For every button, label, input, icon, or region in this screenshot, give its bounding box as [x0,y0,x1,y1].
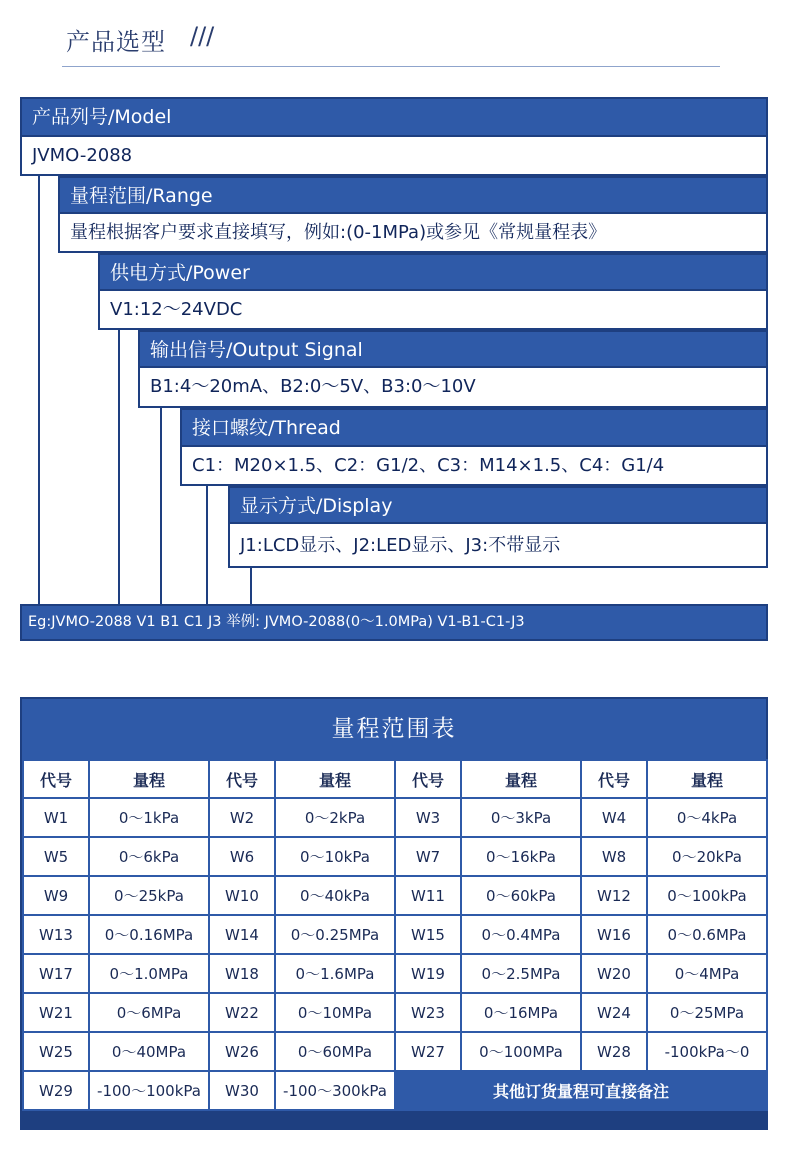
column-header-range: 量程 [275,760,395,798]
range-value-cell: 0～4MPa [647,954,767,993]
range-code-cell: W25 [23,1032,89,1071]
display-header: 显示方式/Display [228,486,768,524]
range-table-header-row [23,760,767,798]
range-code-cell: W22 [209,993,275,1032]
range-value-cell: 0～100kPa [647,876,767,915]
range-code-cell: W28 [581,1032,647,1071]
range-value-cell: -100～100kPa [89,1071,209,1110]
range-value-cell: -100kPa～0 [647,1032,767,1071]
range-code-cell: W16 [581,915,647,954]
column-header-code: 代号 [23,760,89,798]
range-code-cell: W3 [395,798,461,837]
range-value-cell: 0～0.16MPa [89,915,209,954]
range-value-cell: 0～40MPa [89,1032,209,1071]
thread-header: 接口螺纹/Thread [180,408,768,447]
range-value-cell: 0～60kPa [461,876,581,915]
range-table-title: 量程范围表 [22,699,766,759]
range-value-cell: 0～100MPa [461,1032,581,1071]
table-row [23,1032,767,1071]
connector-line-thread [250,568,252,604]
range-value: 量程根据客户要求直接填写，例如:(0-1MPa)或参见《常规量程表》 [58,214,768,253]
range-value-cell: 0～0.25MPa [275,915,395,954]
table-row [23,915,767,954]
range-code-cell: W14 [209,915,275,954]
range-code-cell: W17 [23,954,89,993]
range-code-cell: W19 [395,954,461,993]
range-code-cell: W7 [395,837,461,876]
range-code-cell: W1 [23,798,89,837]
thread-value: C1：M20×1.5、C2：G1/2、C3：M14×1.5、C4：G1/4 [180,447,768,486]
range-code-cell: W2 [209,798,275,837]
range-code-cell: W12 [581,876,647,915]
range-code-cell: W10 [209,876,275,915]
range-code-cell: W21 [23,993,89,1032]
range-code-cell: W9 [23,876,89,915]
column-header-code: 代号 [209,760,275,798]
range-code-cell: W4 [581,798,647,837]
range-code-cell: W24 [581,993,647,1032]
range-code-cell: W23 [395,993,461,1032]
range-code-cell: W26 [209,1032,275,1071]
range-value-cell: 0～20kPa [647,837,767,876]
range-value-cell: 0～16MPa [461,993,581,1032]
range-value-cell: 0～25MPa [647,993,767,1032]
range-code-cell: W15 [395,915,461,954]
range-table [22,759,768,1111]
range-value-cell: 0～2kPa [275,798,395,837]
connector-line-output [206,486,208,604]
range-table-container [20,697,768,1130]
range-code-cell: W13 [23,915,89,954]
range-value-cell: 0～1.0MPa [89,954,209,993]
range-value-cell: 0～0.4MPa [461,915,581,954]
range-value-cell: 0～16kPa [461,837,581,876]
table-row [23,876,767,915]
range-value-cell: 0～4kPa [647,798,767,837]
range-code-cell: W20 [581,954,647,993]
power-value: V1:12～24VDC [98,291,768,330]
range-value-cell: 0～10kPa [275,837,395,876]
range-value-cell: -100～300kPa [275,1071,395,1110]
column-header-range: 量程 [461,760,581,798]
column-header-range: 量程 [647,760,767,798]
range-value-cell: 0～0.6MPa [647,915,767,954]
range-value-cell: 0～3kPa [461,798,581,837]
range-header: 量程范围/Range [58,176,768,214]
other-range-note: 其他订货量程可直接备注 [395,1071,767,1110]
range-value-cell: 0～25kPa [89,876,209,915]
column-header-range: 量程 [89,760,209,798]
range-value-cell: 0～6MPa [89,993,209,1032]
connector-line-model [38,176,40,604]
range-code-cell: W30 [209,1071,275,1110]
page-title: 产品选型 [66,28,166,56]
range-code-cell: W6 [209,837,275,876]
table-row [23,1071,767,1110]
range-code-cell: W18 [209,954,275,993]
range-value-cell: 0～2.5MPa [461,954,581,993]
table-row [23,993,767,1032]
range-code-cell: W27 [395,1032,461,1071]
column-header-code: 代号 [395,760,461,798]
range-code-cell: W11 [395,876,461,915]
range-value-cell: 0～1kPa [89,798,209,837]
display-value: J1:LCD显示、J2:LED显示、J3:不带显示 [228,524,768,568]
column-header-code: 代号 [581,760,647,798]
output-value: B1:4～20mA、B2:0～5V、B3:0～10V [138,368,768,408]
table-row [23,798,767,837]
header-divider [62,66,720,67]
range-value-cell: 0～1.6MPa [275,954,395,993]
range-code-cell: W5 [23,837,89,876]
model-value: JVMO-2088 [20,137,768,176]
connector-line-power [160,408,162,604]
power-header: 供电方式/Power [98,253,768,291]
range-value-cell: 0～60MPa [275,1032,395,1071]
table-row [23,954,767,993]
range-value-cell: 0～6kPa [89,837,209,876]
range-code-cell: W29 [23,1071,89,1110]
range-code-cell: W8 [581,837,647,876]
range-value-cell: 0～40kPa [275,876,395,915]
model-header: 产品列号/Model [20,97,768,137]
example-bar: Eg:JVMO-2088 V1 B1 C1 J3 举例: JVMO-2088(0～1.0MPa) V1-B1-C1-J3 [20,604,768,641]
table-row [23,837,767,876]
title-slash-decoration: /// [190,22,215,50]
range-value-cell: 0～10MPa [275,993,395,1032]
output-header: 输出信号/Output Signal [138,330,768,368]
